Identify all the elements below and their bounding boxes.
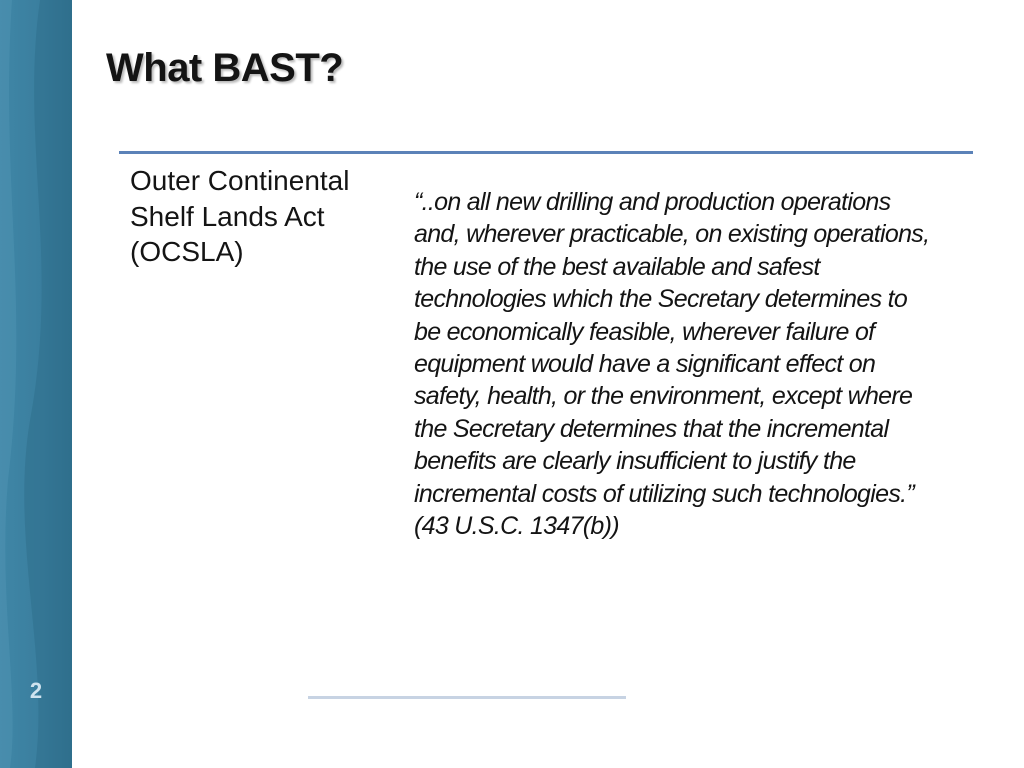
footer-divider bbox=[308, 696, 626, 699]
title-divider bbox=[119, 151, 973, 154]
sidebar-wave-decoration bbox=[0, 0, 72, 768]
decorative-sidebar bbox=[0, 0, 72, 768]
act-name-label: Outer Continental Shelf Lands Act (OCSLA) bbox=[130, 165, 350, 267]
ocsla-quote: “..on all new drilling and production operations and, wherever practicable, on existing operations, the use of the best available and safest technologies which the Secretary determines to be economically feasible, wherever failure of equipment would have a significant effect on safety, health, or the environment, except where the Secretary determines that the incremental benefits are clearly insufficient to justify the incremental costs of utilizing such technologies.” (43 U.S.C. 1347(b)) bbox=[414, 188, 930, 541]
slide-title: What BAST? bbox=[106, 46, 344, 90]
slide-number: 2 bbox=[29, 678, 43, 703]
